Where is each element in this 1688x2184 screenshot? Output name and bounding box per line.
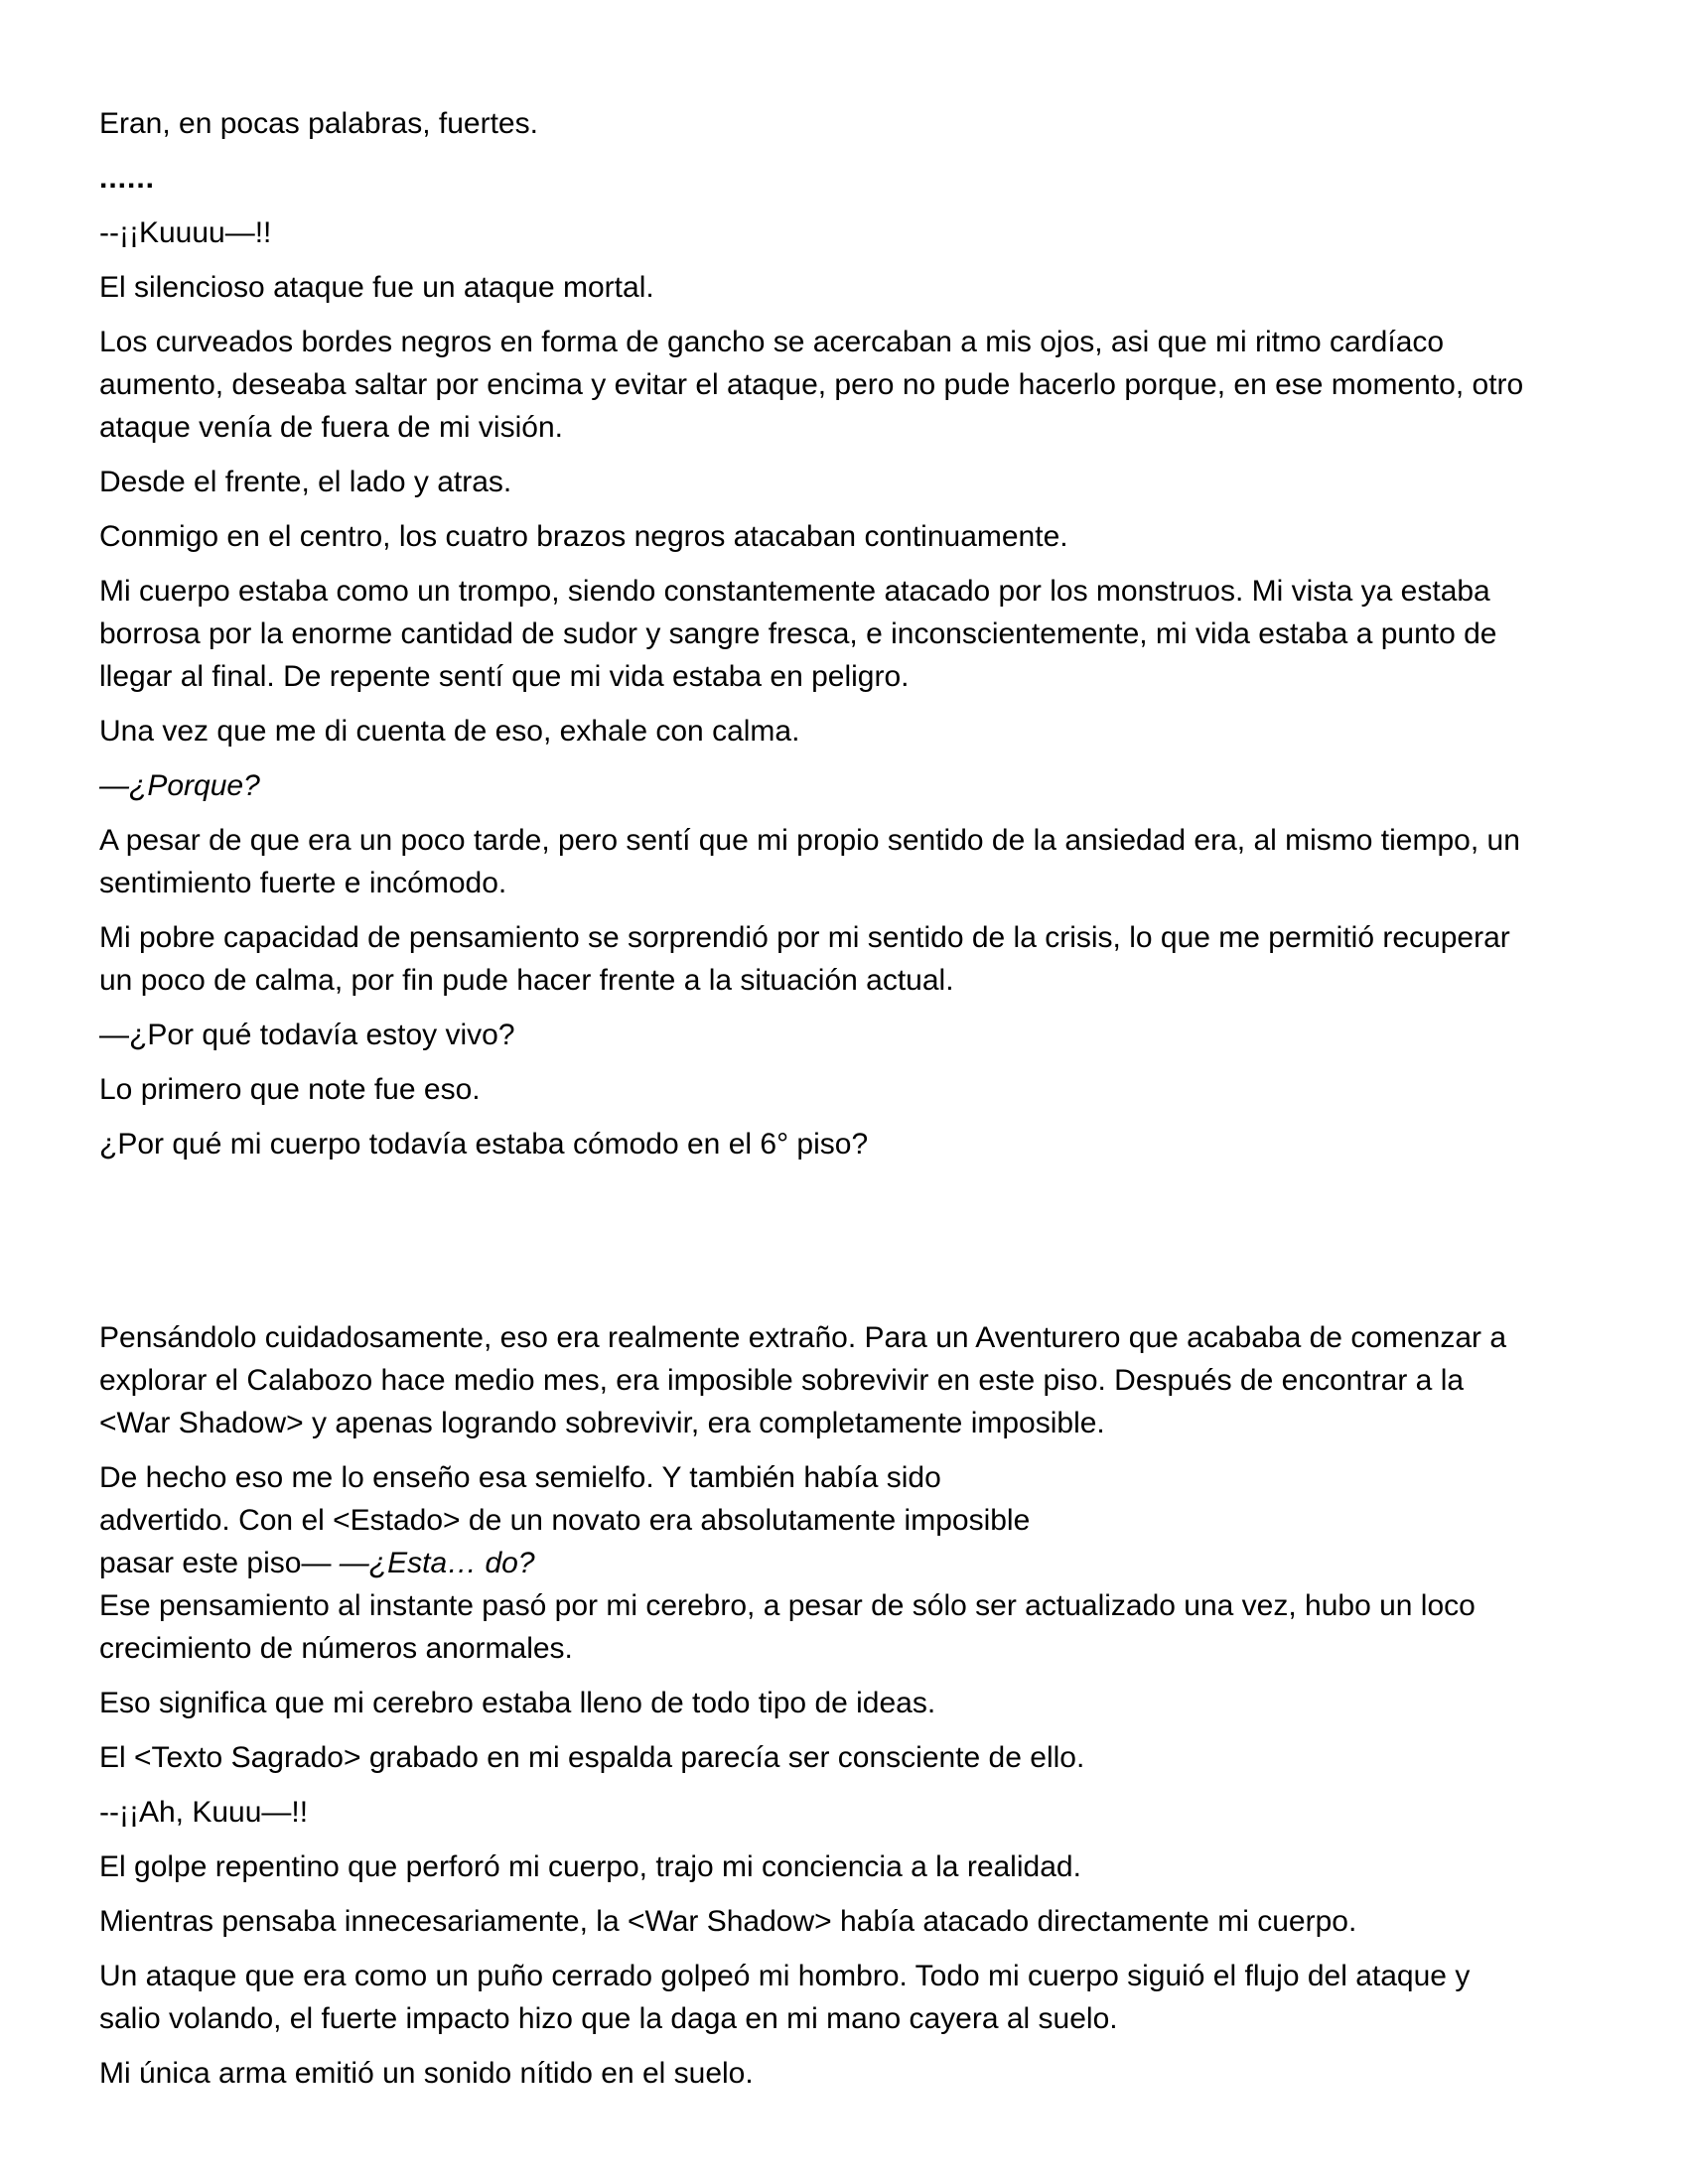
text-segment: Un ataque que era como un puño cerrado golpeó mi hombro. Todo mi cuerpo siguió el flujo del ataque y salio volando, el fuerte impacto hizo que la daga en mi mano cayera al suelo. [99,1960,1471,2035]
text-segment: El silencioso ataque fue un ataque mortal. [99,271,654,304]
text-segment: —¿Porque? [99,769,260,802]
paragraph [99,570,1537,698]
paragraph [99,1791,1537,1834]
paragraph [99,1736,1537,1779]
paragraph [99,515,1537,558]
paragraph [99,1123,1537,1165]
text-segment: ¿Por qué mi cuerpo todavía estaba cómodo en el 6° piso? [99,1128,869,1160]
paragraph [99,1955,1537,2040]
paragraph [99,819,1537,904]
paragraph [99,102,1537,145]
paragraph [99,916,1537,1002]
paragraph [99,1014,1537,1056]
text-segment: ...... [99,162,156,195]
text-segment: De hecho eso me lo enseño esa semielfo. Y también había sido [99,1461,941,1494]
paragraph [99,1456,1537,1670]
text-segment: pasar este piso— [99,1547,340,1579]
text-segment: Conmigo en el centro, los cuatro brazos negros atacaban continuamente. [99,520,1068,553]
text-segment: Eso significa que mi cerebro estaba lleno de todo tipo de ideas. [99,1687,936,1719]
text-segment: Los curveados bordes negros en forma de gancho se acercaban a mis ojos, asi que mi ritmo cardíaco aumento, deseaba saltar por encima y evitar el ataque, pero no pude hacerlo porque, en ese momento, otro ataque venía de fuera de mi visión. [99,326,1524,444]
text-segment: El <Texto Sagrado> grabado en mi espalda parecía ser consciente de ello. [99,1741,1085,1774]
text-segment: Lo primero que note fue eso. [99,1073,481,1106]
text-segment: Pensándolo cuidadosamente, eso era realmente extraño. Para un Aventurero que acababa de comenzar a explorar el Calabozo hace medio mes, era imposible sobrevivir en este piso. Después de encontrar a la <War Shadow> y apenas logrando sobrevivir, era completamente imposible. [99,1321,1507,1439]
paragraph [99,1900,1537,1943]
blank-gap [99,1177,1537,1316]
text-segment: --¡¡Ah, Kuuu—!! [99,1796,309,1829]
paragraph [99,1682,1537,1724]
paragraph [99,1316,1537,1444]
text-segment: Eran, en pocas palabras, fuertes. [99,107,538,140]
text-segment: advertido. Con el <Estado> de un novato era absolutamente imposible [99,1504,1031,1537]
paragraph [99,266,1537,309]
paragraph [99,710,1537,752]
paragraph [99,1068,1537,1111]
text-segment: —¿Esta… do? [339,1547,535,1579]
paragraph [99,2052,1537,2095]
text-segment: Mientras pensaba innecesariamente, la <War Shadow> había atacado directamente mi cuerpo. [99,1905,1357,1938]
paragraph [99,211,1537,254]
text-segment: El golpe repentino que perforó mi cuerpo, trajo mi conciencia a la realidad. [99,1850,1081,1883]
paragraph [99,1845,1537,1888]
paragraph [99,764,1537,807]
paragraph [99,461,1537,503]
text-segment: --¡¡Kuuuu—!! [99,216,272,249]
text-segment: Una vez que me di cuenta de eso, exhale con calma. [99,715,800,748]
paragraph [99,157,1537,200]
text-segment: —¿Por qué todavía estoy vivo? [99,1019,515,1051]
text-segment: Mi pobre capacidad de pensamiento se sorprendió por mi sentido de la crisis, lo que me permitió recuperar un poco de calma, por fin pude hacer frente a la situación actual. [99,921,1510,997]
text-segment: Ese pensamiento al instante pasó por mi cerebro, a pesar de sólo ser actualizado una vez, hubo un loco crecimiento de números anormales. [99,1589,1476,1665]
text-segment: Mi cuerpo estaba como un trompo, siendo constantemente atacado por los monstruos. Mi vista ya estaba borrosa por la enorme cantidad de sudor y sangre fresca, e inconscientemente, mi vida estaba a punto de llegar al final. De repente sentí que mi vida estaba en peligro. [99,575,1497,693]
text-segment: Mi única arma emitió un sonido nítido en el suelo. [99,2057,754,2090]
paragraph [99,321,1537,449]
text-segment: Desde el frente, el lado y atras. [99,466,512,498]
text-segment: A pesar de que era un poco tarde, pero sentí que mi propio sentido de la ansiedad era, al mismo tiempo, un sentimiento fuerte e incómodo. [99,824,1520,899]
